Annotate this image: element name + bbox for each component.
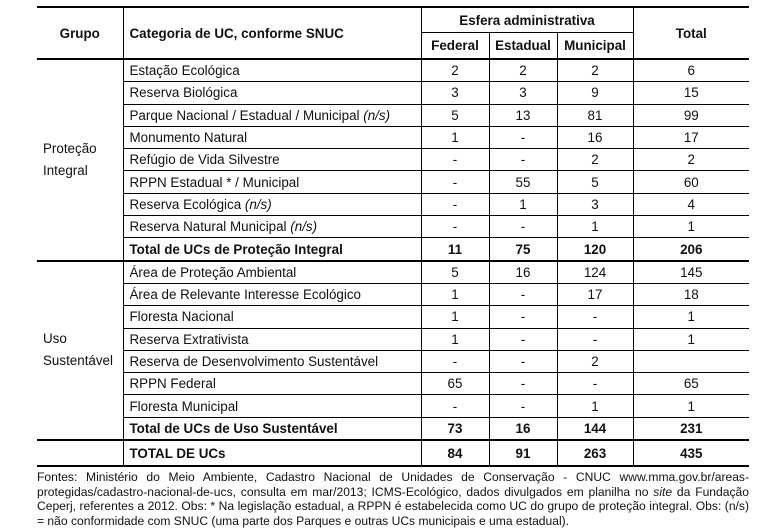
uc-table-figure (37, 6, 749, 528)
category-cell: Área de Proteção Ambiental (123, 261, 421, 284)
federal-cell: 3 (421, 82, 489, 104)
municipal-cell: 144 (557, 417, 633, 440)
category-cell: Reserva Natural Municipal (n/s) (123, 216, 421, 238)
table-row (37, 126, 749, 148)
category-cell: RPPN Estadual * / Municipal (123, 171, 421, 193)
group-protecao-integral (37, 59, 123, 261)
grand-total-row (37, 440, 749, 466)
ns-note: (n/s) (290, 219, 318, 235)
header-municipal: Municipal (557, 33, 633, 60)
total-cell: 99 (633, 104, 749, 126)
estadual-cell: 13 (489, 104, 557, 126)
group-uso-sustentavel (37, 261, 123, 440)
table-row (37, 104, 749, 126)
category-cell: Estação Ecológica (123, 59, 421, 82)
municipal-cell: 124 (557, 261, 633, 284)
municipal-cell: 2 (557, 149, 633, 171)
total-cell: 6 (633, 59, 749, 82)
federal-cell: 73 (421, 417, 489, 440)
municipal-cell: - (557, 306, 633, 328)
header-categoria: Categoria de UC, conforme SNUC (123, 7, 421, 59)
empty-group-cell (37, 440, 123, 466)
header-estadual: Estadual (489, 33, 557, 60)
header-esfera: Esfera administrativa (421, 7, 633, 33)
table-row (37, 149, 749, 171)
municipal-cell: - (557, 373, 633, 395)
federal-cell: - (421, 216, 489, 238)
municipal-cell: 2 (557, 350, 633, 372)
table-row (37, 261, 749, 284)
estadual-cell: - (489, 373, 557, 395)
estadual-cell: 3 (489, 82, 557, 104)
federal-cell: 1 (421, 306, 489, 328)
total-cell: 65 (633, 373, 749, 395)
total-cell: 231 (633, 417, 749, 440)
estadual-cell: - (489, 216, 557, 238)
federal-cell: 1 (421, 328, 489, 350)
estadual-cell: 2 (489, 59, 557, 82)
estadual-cell: - (489, 126, 557, 148)
total-cell: 1 (633, 306, 749, 328)
header-grupo: Grupo (37, 7, 123, 59)
group-label-line2: Sustentável (43, 353, 113, 369)
group-label-line1: Proteção (43, 140, 97, 156)
municipal-cell: 9 (557, 82, 633, 104)
federal-cell: 65 (421, 373, 489, 395)
category-cell: TOTAL DE UCs (123, 440, 421, 466)
notes-part2: da Fundação Ceperj, referentes a 2012. Obs: * Na legislação estadual, a RPPN é estabelecida como UC do grupo de proteção integral. Obs: (n/s) = não conformidade com SNUC (uma parte dos Parques e outras UCs municipais e uma estadual). (37, 484, 749, 528)
category-cell: Floresta Nacional (123, 306, 421, 328)
category-cell: Reserva Ecológica (n/s) (123, 193, 421, 215)
estadual-cell: 55 (489, 171, 557, 193)
estadual-cell: - (489, 149, 557, 171)
total-cell: 15 (633, 82, 749, 104)
estadual-cell: - (489, 306, 557, 328)
municipal-cell: 81 (557, 104, 633, 126)
grand-total-section (37, 440, 749, 466)
category-cell: Reserva de Desenvolvimento Sustentável (123, 350, 421, 372)
table-row (37, 216, 749, 238)
subtotal-row (37, 417, 749, 440)
municipal-cell: 3 (557, 193, 633, 215)
group-label-line1: Uso (43, 331, 67, 347)
category-cell: Parque Nacional / Estadual / Municipal (n/s) (123, 104, 421, 126)
municipal-cell: 263 (557, 440, 633, 466)
estadual-cell: - (489, 350, 557, 372)
category-cell: Área de Relevante Interesse Ecológico (123, 283, 421, 305)
category-cell: Total de UCs de Uso Sustentável (123, 417, 421, 440)
subtotal-row (37, 238, 749, 261)
federal-cell: - (421, 193, 489, 215)
federal-cell: - (421, 171, 489, 193)
total-cell: 1 (633, 216, 749, 238)
federal-cell: 1 (421, 126, 489, 148)
estadual-cell: 91 (489, 440, 557, 466)
estadual-cell: - (489, 395, 557, 417)
table-row (37, 283, 749, 305)
municipal-cell: 120 (557, 238, 633, 261)
total-cell: 2 (633, 149, 749, 171)
municipal-cell: 5 (557, 171, 633, 193)
table-row (37, 373, 749, 395)
source-notes (37, 470, 749, 528)
category-cell: Total de UCs de Proteção Integral (123, 238, 421, 261)
header-federal: Federal (421, 33, 489, 60)
federal-cell: 84 (421, 440, 489, 466)
municipal-cell: - (557, 328, 633, 350)
group-label-line2: Integral (43, 162, 88, 178)
municipal-cell: 1 (557, 216, 633, 238)
estadual-cell: 16 (489, 261, 557, 284)
federal-cell: - (421, 149, 489, 171)
estadual-cell: 16 (489, 417, 557, 440)
total-cell: 206 (633, 238, 749, 261)
table-row (37, 59, 749, 82)
federal-cell: - (421, 395, 489, 417)
category-cell: Monumento Natural (123, 126, 421, 148)
federal-cell: 1 (421, 283, 489, 305)
municipal-cell: 2 (557, 59, 633, 82)
table-row (37, 306, 749, 328)
total-cell: 1 (633, 395, 749, 417)
total-cell: 18 (633, 283, 749, 305)
category-cell: Reserva Extrativista (123, 328, 421, 350)
protecao-section (37, 59, 749, 261)
total-cell: 145 (633, 261, 749, 284)
table-row (37, 395, 749, 417)
federal-cell: 5 (421, 104, 489, 126)
ns-note: (n/s) (363, 107, 391, 123)
total-cell: 1 (633, 328, 749, 350)
category-cell: Reserva Biológica (123, 82, 421, 104)
table-row (37, 350, 749, 372)
category-cell: Refúgio de Vida Silvestre (123, 149, 421, 171)
header-total: Total (633, 7, 749, 59)
federal-cell: 5 (421, 261, 489, 284)
estadual-cell: - (489, 328, 557, 350)
category-cell: Floresta Municipal (123, 395, 421, 417)
category-cell: RPPN Federal (123, 373, 421, 395)
federal-cell: 2 (421, 59, 489, 82)
table-row (37, 82, 749, 104)
estadual-cell: 1 (489, 193, 557, 215)
estadual-cell: 75 (489, 238, 557, 261)
municipal-cell: 16 (557, 126, 633, 148)
ns-note: (n/s) (244, 196, 272, 212)
uso-section (37, 261, 749, 440)
table-row (37, 171, 749, 193)
total-cell: 435 (633, 440, 749, 466)
federal-cell: 11 (421, 238, 489, 261)
municipal-cell: 1 (557, 395, 633, 417)
total-cell: 4 (633, 193, 749, 215)
total-cell: 17 (633, 126, 749, 148)
notes-site: site (653, 484, 673, 499)
estadual-cell: - (489, 283, 557, 305)
total-cell: 60 (633, 171, 749, 193)
notes-part1: Fontes: Ministério do Meio Ambiente, Cadastro Nacional de Unidades de Conservação - CNUC www.mma.gov.br/areas-protegidas/cadastro-nacional-de-ucs, consulta em mar/2013; ICMS-Ecológico, dados divulgados em planilha no (37, 470, 749, 499)
total-cell (633, 350, 749, 372)
table-row (37, 193, 749, 215)
federal-cell: - (421, 350, 489, 372)
table-row (37, 328, 749, 350)
municipal-cell: 17 (557, 283, 633, 305)
uc-table (37, 6, 749, 467)
